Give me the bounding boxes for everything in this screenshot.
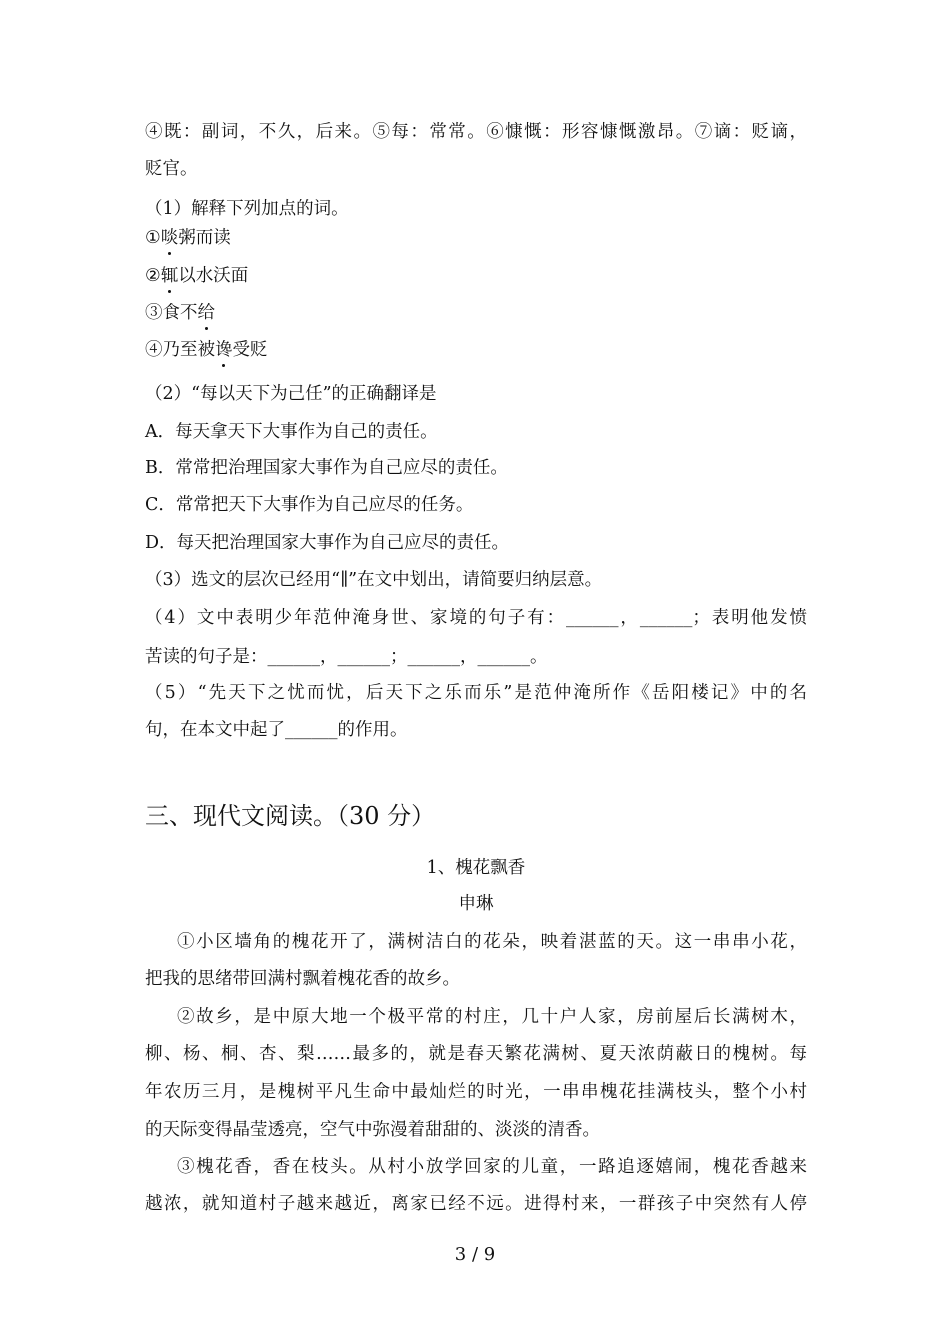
question-1-item: ②辄以水沃面 — [145, 266, 249, 286]
question-4-line: 苦读的句子是：______，______；______，______。 — [145, 647, 548, 667]
question-2-option: B．常常把治理国家大事作为自己应尽的责任。 — [145, 458, 508, 478]
article-title: 1、槐花飘香 — [426, 858, 526, 878]
question-1-stem: （1）解释下列加点的词。 — [145, 199, 349, 219]
paragraph-line: ①小区墙角的槐花开了，满树洁白的花朵，映着湛蓝的天。这一串串小花， — [177, 932, 807, 952]
question-1-item: ③食不给 — [145, 303, 215, 323]
question-2-option: A．每天拿天下大事作为自己的责任。 — [145, 422, 438, 442]
dotted-character: 啖 — [160, 228, 179, 248]
section-heading: 三、现代文阅读。（30 分） — [145, 802, 436, 830]
paragraph-line: ②故乡，是中原大地一个极平常的村庄，几十户人家，房前屋后长满树木， — [177, 1007, 807, 1027]
dotted-character: 辄 — [160, 266, 179, 286]
question-2-stem: （2）“每以天下为己任”的正确翻译是 — [145, 384, 437, 404]
article-author: 申琳 — [458, 894, 494, 914]
paragraph-line: 越浓，就知道村子越来越近，离家已经不远。进得村来，一群孩子中突然有人停 — [145, 1194, 807, 1214]
question-1-item: ④乃至被谗受贬 — [145, 340, 268, 360]
page-number: 3 / 9 — [454, 1244, 496, 1265]
dotted-character: 给 — [197, 303, 215, 323]
paragraph-line: 柳、杨、桐、杏、梨……最多的，就是春天繁花满树、夏天浓荫蔽日的槐树。每 — [145, 1044, 807, 1064]
question-4-line: （4）文中表明少年范仲淹身世、家境的句子有：______，______；表明他发愤 — [145, 608, 807, 628]
question-2-option: C．常常把天下大事作为自己应尽的任务。 — [145, 495, 474, 515]
question-5-line: （5）“先天下之忧而忧，后天下之乐而乐”是范仲淹所作《岳阳楼记》中的名 — [145, 683, 807, 703]
paragraph-line: 年农历三月，是槐树平凡生命中最灿烂的时光，一串串槐花挂满枝头，整个小村 — [145, 1082, 807, 1102]
paragraph-line: 的天际变得晶莹透亮，空气中弥漫着甜甜的、淡淡的清香。 — [145, 1120, 600, 1140]
dotted-character: 谗 — [215, 340, 233, 360]
question-1-item: ①啖粥而读 — [145, 228, 231, 248]
question-3-stem: （3）选文的层次已经用“∥”在文中划出，请简要归纳层意。 — [145, 570, 603, 590]
paragraph-line: 把我的思绪带回满村飘着槐花香的故乡。 — [145, 969, 460, 989]
notes-line: 贬官。 — [145, 159, 198, 179]
notes-line: ④既：副词，不久，后来。⑤每：常常。⑥慷慨：形容慷慨激昂。⑦谪：贬谪， — [145, 122, 807, 142]
question-5-line: 句，在本文中起了______的作用。 — [145, 720, 408, 740]
paragraph-line: ③槐花香，香在枝头。从村小放学回家的儿童，一路追逐嬉闹，槐花香越来 — [177, 1157, 807, 1177]
question-2-option: D．每天把治理国家大事作为自己应尽的责任。 — [145, 533, 510, 553]
